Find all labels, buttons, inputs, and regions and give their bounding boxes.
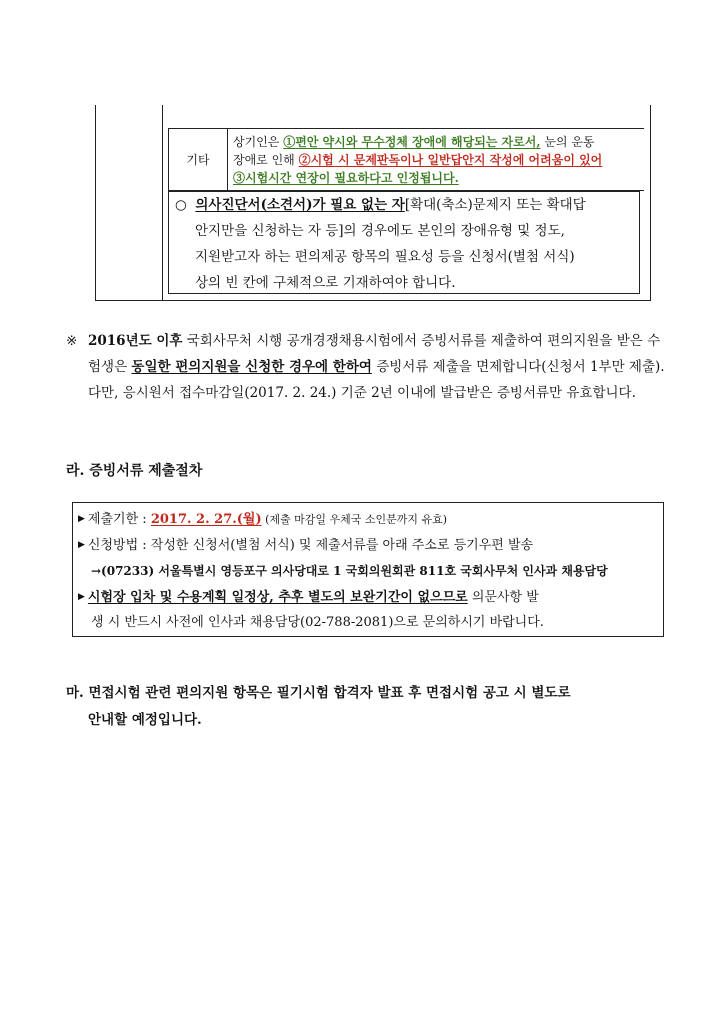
other-label: 기타 — [169, 129, 228, 190]
opinion-body: 안지만을 신청하는 자 등]의 경우에도 본인의 장애유형 및 정도, 지원받고자 하는 편의제공 항목의 필요성 등을 신청서(별첨 서식) 상의 빈 칸에 구체적으로 기재하여야 합니다. — [195, 223, 575, 291]
deadline-value: 2017. 2. 27.(월) — [150, 512, 262, 527]
opinion-not-required-box — [168, 191, 640, 294]
section-ma-line-2: 안내할 예정입니다. — [88, 712, 202, 728]
note-mark: ※ — [66, 333, 78, 349]
opinion-line-1: ○ 의사진단서(소견서)가 필요 없는 자[확대(축소)문제지 또는 확대답 — [175, 197, 586, 213]
other-text: 상기인은 ①편안 약시와 무수정체 장애에 해당되는 자로서, 눈의 운동 장애로 인해 ②시험 시 문제판독이나 일반답안지 작성에 어려움이 있어 ③시험시간 연장이 필요하다고 인정됩니다. — [233, 135, 603, 185]
other-row — [168, 128, 644, 191]
doctor-opinion-section — [162, 128, 644, 295]
note-text: 2016년도 이후 국회사무처 시행 공개경쟁채용시험에서 증빙서류를 제출하여 편의지원을 받은 수험생은 동일한 편의지원을 신청한 경우에 한하여 증빙서류 제출을 면제합니다(신청서 1부만 제출). 다만, 응시원서 접수마감일(2017. 2. 24.) 기준 2년 이내에 발급받은 증빙서류만 유효합니다. — [88, 333, 665, 401]
method-row: ▶ 신청방법 : 작성한 신청서(별첨 서식) 및 제출서류를 아래 주소로 등기우편 발송 — [78, 538, 534, 553]
address-row: →(07233) 서울특별시 영등포구 의사당대로 1 국회의원회관 811호 국회사무처 인사과 채용담당 — [91, 564, 608, 578]
triangle-bullet-icon: ▶ — [78, 514, 85, 524]
section-ma-line-1: 마. 면접시험 관련 편의지원 항목은 필기시험 합격자 발표 후 면접시험 공고 시 별도로 — [66, 685, 571, 701]
notice-row: ▶ 시험장 입차 및 수용계획 일정상, 추후 별도의 보완기간이 없으므로 의문사항 발 — [78, 590, 539, 605]
submission-procedure-box — [72, 502, 664, 637]
triangle-bullet-icon: ▶ — [78, 540, 85, 550]
deadline-row: ▶ 제출기한 : 2017. 2. 27.(월) (제출 마감일 우체국 소인분까지 유효) — [78, 512, 448, 527]
application-table — [95, 105, 651, 301]
section-ma — [66, 680, 666, 734]
notice-row-2: 생 시 반드시 사전에 인사과 채용담당(02-788-2081)으로 문의하시기 바랍니다. — [91, 615, 544, 630]
triangle-bullet-icon: ▶ — [78, 592, 85, 602]
section-ra-heading: 라. 증빙서류 제출절차 — [66, 463, 203, 479]
